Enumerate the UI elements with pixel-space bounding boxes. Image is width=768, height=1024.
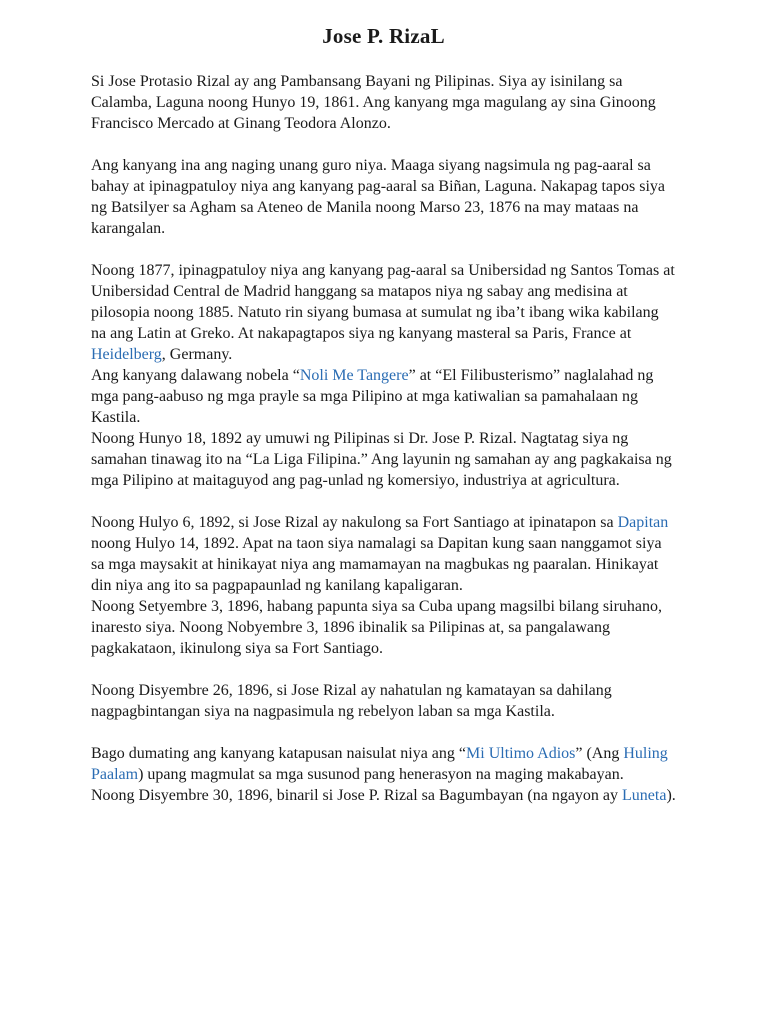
paragraph-text: , Germany. <box>161 346 233 363</box>
link-mi-ultimo-adios[interactable]: Mi Ultimo Adios <box>466 745 576 762</box>
link-dapitan[interactable]: Dapitan <box>617 514 669 531</box>
paragraph-text: Ang kanyang dalawang nobela “ <box>91 367 300 384</box>
paragraph-text: Ang kanyang ina ang naging unang guro niya. Maaga siyang nagsimula ng pag-aaral sa bahay at ipinagpatuloy niya ang kanyang pag-aaral sa Biñan, Laguna. Nakapag tapos siya ng Batsilyer sa Agham sa Ateneo de Manila noong Marso 23, 1876 na may mataas na karangalan. <box>91 157 666 237</box>
paragraph-text: Noong 1877, ipinagpatuloy niya ang kanyang pag-aaral sa Unibersidad ng Santos Tomas at Unibersidad Central de Madrid hanggang sa matapos niya ng sabay ang medisina at pilosopia noong 1885. Natuto rin siyang bumasa at sumulat ng iba’t ibang wika kabilang na ang Latin at Greko. At nakapagtapos siya ng kanyang masteral sa Paris, France at <box>91 262 675 342</box>
paragraph-education <box>91 155 676 239</box>
paragraph-ultimo-adios <box>91 743 676 785</box>
paragraph-text: Noong Hunyo 18, 1892 ay umuwi ng Pilipinas si Dr. Jose P. Rizal. Nagtatag siya ng samahan tinawag ito na “La Liga Filipina.” Ang layunin ng samahan ay ang pagkakaisa ng mga Pilipino at maitaguyod ang pag-unlad ng komersiyo, industriya at agricultura. <box>91 430 672 489</box>
paragraph-university <box>91 260 676 365</box>
paragraph-text: Bago dumating ang kanyang katapusan naisulat niya ang “ <box>91 745 467 762</box>
paragraph-text: Si Jose Protasio Rizal ay ang Pambansang Bayani ng Pilipinas. Siya ay isinilang sa Calamba, Laguna noong Hunyo 19, 1861. Ang kanyang mga magulang ay sina Ginoong Francisco Mercado at Ginang Teodora Alonzo. <box>91 73 656 132</box>
paragraph-birth <box>91 71 676 134</box>
paragraph-text: ). <box>666 787 676 804</box>
paragraph-text: Noong Setyembre 3, 1896, habang papunta siya sa Cuba upang magsilbi bilang siruhano, inaresto siya. Noong Nobyembre 3, 1896 ibinalik sa Pilipinas at, sa pangalawang pagkakataon, ikinulong siya sa Fort Santiago. <box>91 598 663 657</box>
paragraph-text: ) upang magmulat sa mga susunod pang henerasyon na maging makabayan. <box>138 766 624 783</box>
link-heidelberg[interactable]: Heidelberg <box>91 346 162 363</box>
paragraph-text: Noong Hulyo 6, 1892, si Jose Rizal ay nakulong sa Fort Santiago at ipinatapon sa <box>91 514 618 531</box>
paragraph-text: Noong Disyembre 26, 1896, si Jose Rizal ay nahatulan ng kamatayan sa dahilang nagpagbintangan siya na nagpasimula ng rebelyon laban sa mga Kastila. <box>91 682 612 720</box>
paragraph-novels <box>91 365 676 428</box>
paragraph-text: ” at “El Filibusterismo” naglalahad ng mga pang-aabuso ng mga prayle sa mga Pilipino at mga katiwalian sa pamahalaan ng Kastila. <box>91 367 654 426</box>
paragraph-sentence <box>91 680 676 722</box>
paragraph-la-liga <box>91 428 676 491</box>
link-huling-paalam[interactable]: Huling Paalam <box>91 745 668 783</box>
link-noli-me-tangere[interactable]: Noli Me Tangere <box>299 367 409 384</box>
paragraph-text: Noong Disyembre 30, 1896, binaril si Jose P. Rizal sa Bagumbayan (na ngayon ay <box>91 787 623 804</box>
paragraph-dapitan <box>91 512 676 596</box>
paragraph-arrest <box>91 596 676 659</box>
paragraph-text: noong Hulyo 14, 1892. Apat na taon siya namalagi sa Dapitan kung saan nanggamot siya sa mga maysakit at hinikayat niya ang mamamayan na magbukas ng paaralan. Hinikayat din niya ang ito sa pagpapaunlad ng kanilang kapaligaran. <box>91 535 662 594</box>
paragraph-text: ” (Ang <box>575 745 624 762</box>
link-luneta[interactable]: Luneta <box>622 787 667 804</box>
document-title: Jose P. RizaL <box>322 24 445 48</box>
paragraph-execution <box>91 785 676 806</box>
